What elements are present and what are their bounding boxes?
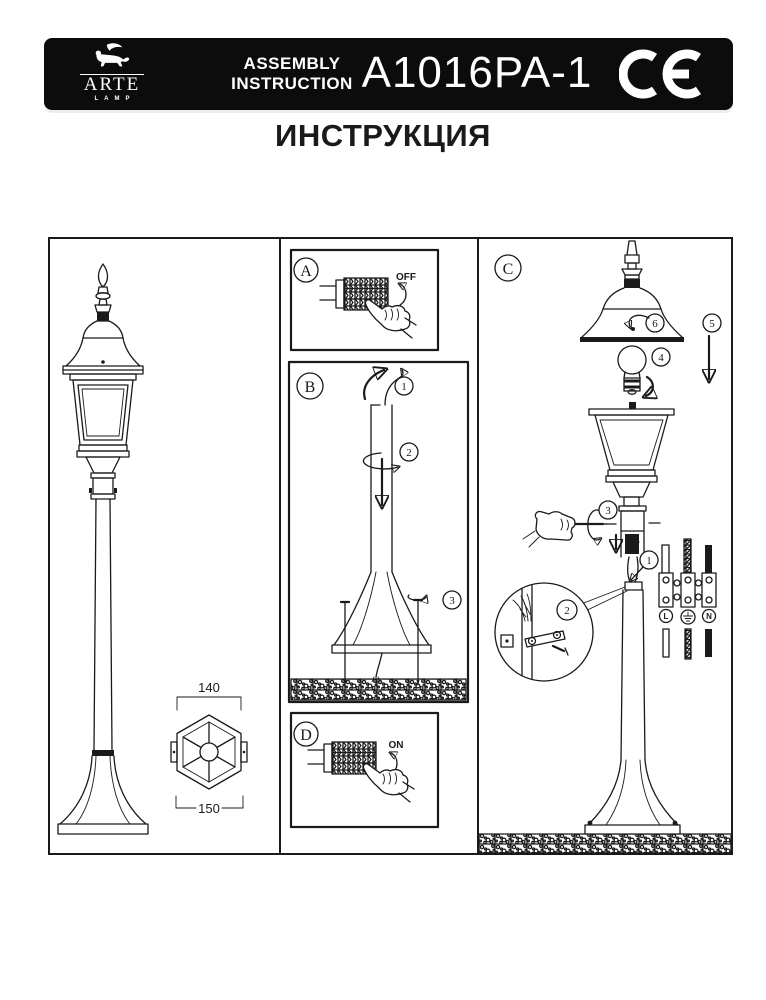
steps-abd-panel bbox=[279, 237, 479, 855]
coupler-fixing bbox=[523, 506, 660, 549]
hexagon-top-view bbox=[171, 715, 247, 789]
doc-type-line1: ASSEMBLY bbox=[243, 54, 341, 73]
pointing-hand-icon bbox=[365, 300, 416, 338]
callout-2: 2 bbox=[564, 605, 570, 617]
coupler bbox=[89, 473, 117, 499]
neutral-wire bbox=[705, 545, 712, 573]
gripping-hand-icon bbox=[523, 512, 575, 547]
terminal-neutral-label: N bbox=[706, 612, 712, 621]
step-b-label: B bbox=[304, 379, 316, 396]
rotate-pole-arrow-icon bbox=[363, 453, 398, 469]
winged-lion-icon bbox=[84, 43, 140, 69]
step-d-label: D bbox=[300, 727, 312, 744]
lantern-body bbox=[589, 402, 674, 506]
earth-wire bbox=[684, 539, 691, 573]
callout-3: 3 bbox=[605, 505, 611, 517]
lantern bbox=[70, 374, 136, 473]
light-bulb bbox=[618, 346, 646, 394]
callout-2: 2 bbox=[406, 447, 412, 459]
callout-4: 4 bbox=[658, 352, 664, 364]
step-b-box bbox=[289, 362, 468, 702]
ce-mark-icon bbox=[619, 48, 711, 100]
step-c-label: C bbox=[502, 261, 514, 278]
arte-lamp-logo bbox=[74, 43, 150, 103]
pull-wire-arrow-icon bbox=[364, 370, 384, 399]
dimension-140 bbox=[177, 680, 241, 710]
ground-hatch bbox=[479, 834, 731, 853]
overview-panel bbox=[48, 237, 281, 855]
step-c-panel bbox=[477, 237, 733, 855]
doc-type-line2: INSTRUCTION bbox=[231, 74, 353, 93]
wiring-detail-magnifier bbox=[495, 583, 627, 681]
pole bbox=[94, 499, 112, 750]
supply-cable bbox=[376, 653, 382, 677]
header-bar bbox=[44, 38, 733, 110]
pointing-hand-icon bbox=[363, 764, 414, 802]
step-d-box bbox=[291, 713, 438, 827]
switch-on-label: ON bbox=[388, 740, 404, 751]
screw-bulb-arrow-icon bbox=[646, 377, 653, 396]
live-wire bbox=[662, 545, 669, 573]
earth-symbol-icon bbox=[681, 610, 695, 624]
dimension-150 bbox=[176, 796, 243, 816]
step-a-label: A bbox=[300, 263, 312, 280]
instruction-sheet bbox=[48, 237, 737, 855]
switch-off-label: OFF bbox=[396, 272, 416, 283]
dim-base-value: 150 bbox=[198, 801, 220, 816]
callout-6: 6 bbox=[652, 318, 658, 330]
lamp-drawing bbox=[58, 264, 148, 834]
anchor-screw-right bbox=[408, 595, 426, 686]
dome-assembly bbox=[580, 241, 684, 342]
callout-1: 1 bbox=[646, 555, 652, 567]
brand-name: ARTE bbox=[83, 74, 141, 95]
dim-top-value: 140 bbox=[198, 680, 220, 695]
callout-3: 3 bbox=[449, 595, 455, 607]
rotate-arrow-icon bbox=[400, 284, 406, 305]
pole-and-base bbox=[585, 590, 680, 834]
brand-subtitle: LAMP bbox=[94, 96, 136, 102]
anchor-screw-left bbox=[341, 602, 349, 686]
terminal-wiring-diagram bbox=[659, 539, 716, 659]
step-a-box bbox=[291, 250, 438, 350]
terminal-live-label: L bbox=[663, 612, 669, 621]
page-title: ИНСТРУКЦИЯ bbox=[275, 118, 491, 153]
base bbox=[58, 750, 148, 834]
dome bbox=[63, 321, 143, 374]
callout-1: 1 bbox=[401, 381, 407, 393]
callout-5: 5 bbox=[709, 318, 715, 330]
terminal-block bbox=[659, 573, 716, 607]
model-number: A1016PA-1 bbox=[361, 48, 593, 97]
finial bbox=[95, 264, 111, 321]
ground-hatch bbox=[291, 679, 466, 700]
